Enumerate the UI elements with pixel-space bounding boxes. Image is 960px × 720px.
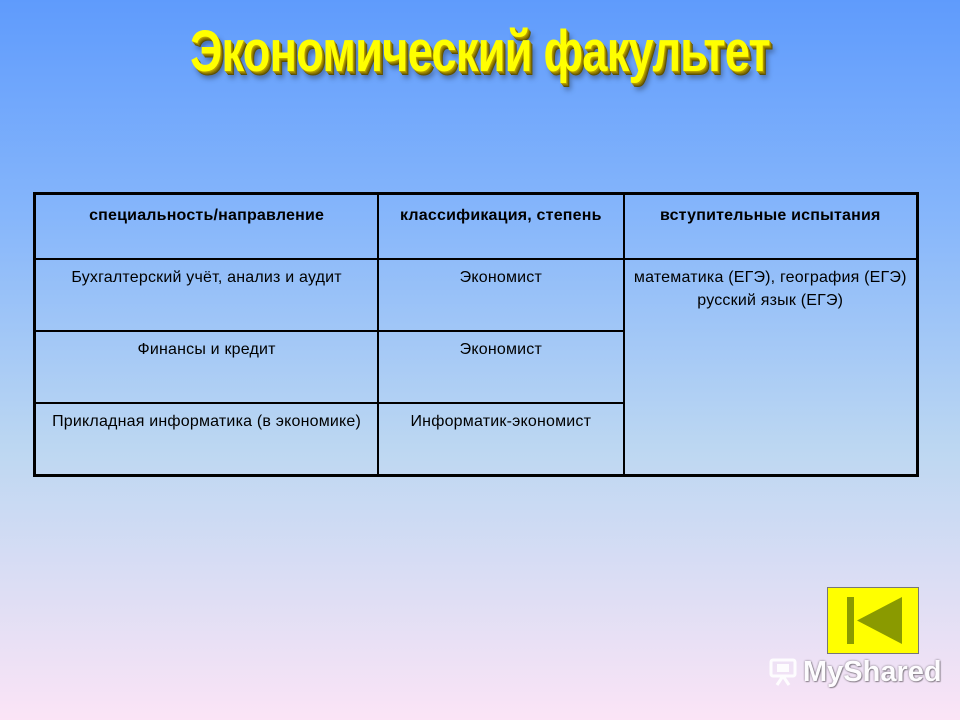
table-row <box>35 259 918 331</box>
presentation-icon <box>768 657 800 687</box>
watermark-text: MyShared <box>803 655 942 688</box>
cell-exams: математика (ЕГЭ), география (ЕГЭ) русский язык (ЕГЭ) <box>624 259 918 476</box>
cell-specialty: Финансы и кредит <box>35 331 379 403</box>
cell-qualification: Экономист <box>378 259 623 331</box>
cell-specialty: Прикладная информатика (в экономике) <box>35 403 379 476</box>
header-exams: вступительные испытания <box>624 194 918 260</box>
back-to-start-button[interactable] <box>827 587 919 654</box>
cell-qualification: Экономист <box>378 331 623 403</box>
slide-title: Экономический факультет <box>190 19 770 84</box>
skip-back-icon <box>828 588 918 653</box>
table-header-row <box>35 194 918 260</box>
cell-qualification: Информатик-экономист <box>378 403 623 476</box>
cell-specialty: Бухгалтерский учёт, анализ и аудит <box>35 259 379 331</box>
watermark <box>768 657 942 687</box>
header-specialty: специальность/направление <box>35 194 379 260</box>
header-qualification: классификация, степень <box>378 194 623 260</box>
faculty-table <box>33 192 919 477</box>
